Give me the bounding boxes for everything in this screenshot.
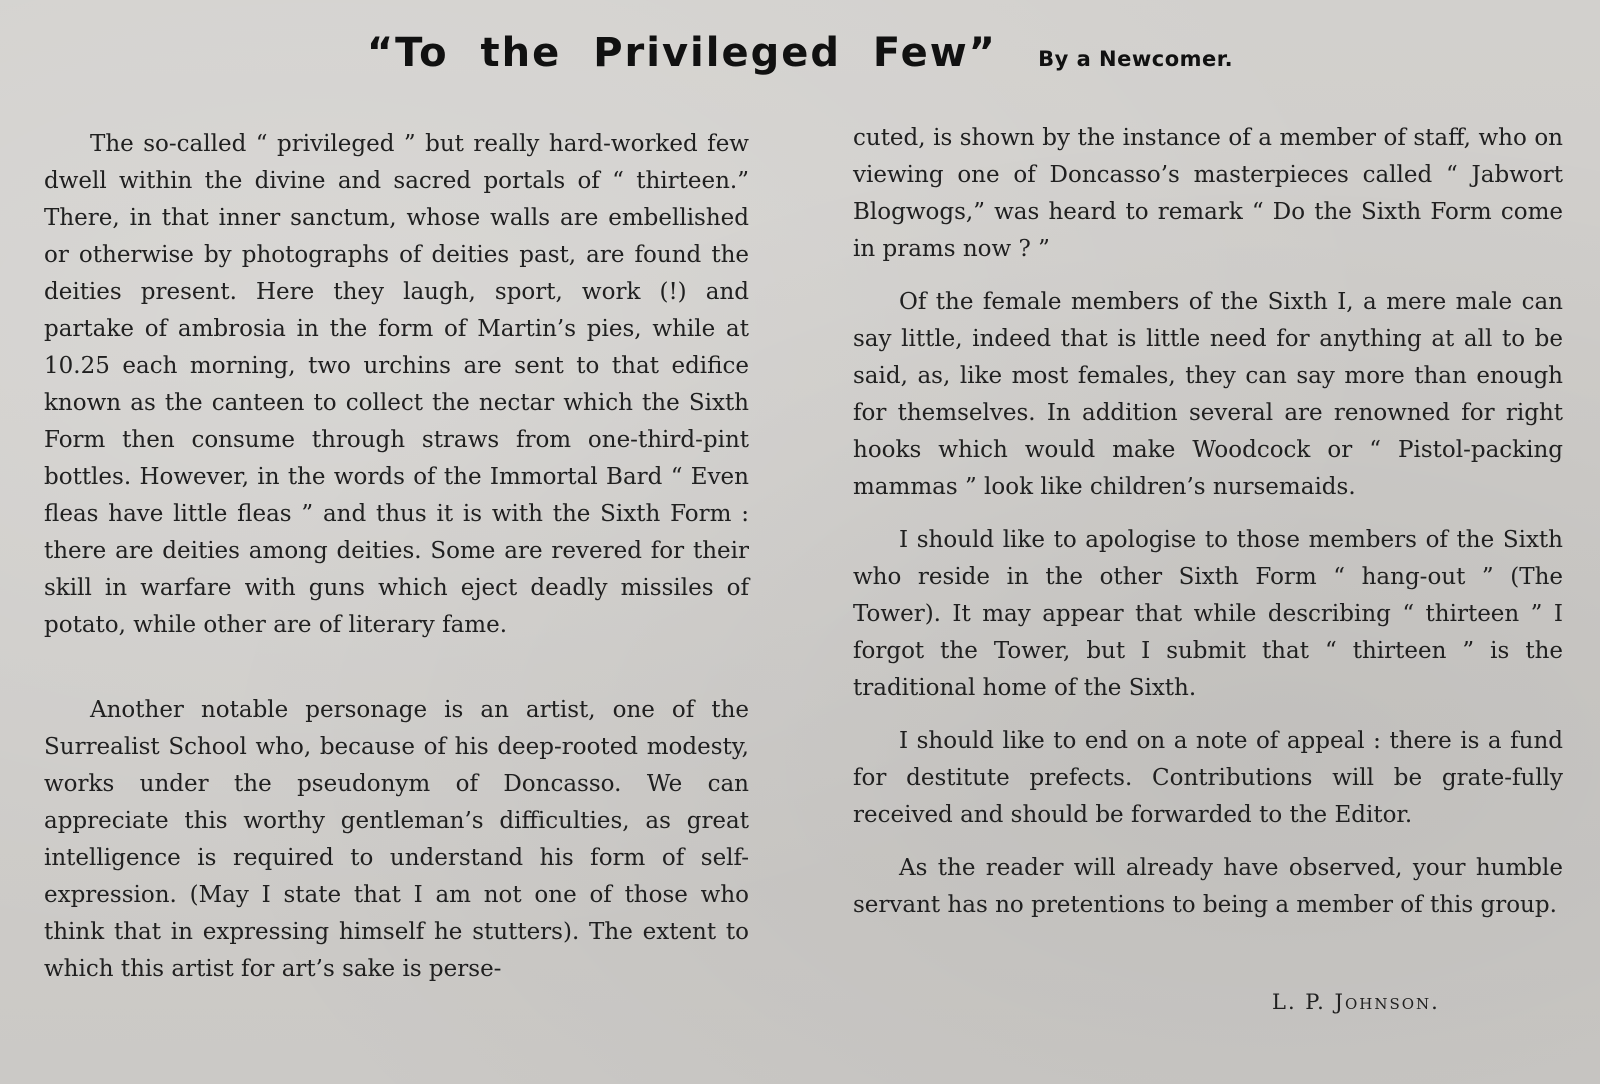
- article-byline: By a Newcomer.: [1038, 47, 1234, 71]
- paragraph-artist-continued: cuted, is shown by the instance of a member of staff, who on viewing one of Doncasso’s masterpieces called “ Jabwort Blogwogs,” was heard to remark “ Do the Sixth Form come in prams now ? ”: [853, 125, 1563, 262]
- paragraph-artist: Another notable personage is an artist, one of the Surrealist School who, because of his deep-rooted modesty, works under the pseudonym of Doncasso. We can appreciate this worthy gentleman’s difficulties, as great intelligence is required to understand his form of self-expression. (May I state that I am not one of those who think that in expressing himself he stutters). The extent to which this artist for art’s sake is perse-: [44, 697, 749, 982]
- right-column: [853, 120, 1563, 940]
- article-headline: [0, 30, 1600, 76]
- paragraph-appeal: I should like to end on a note of appeal : there is a fund for destitute prefects. Contributions will be grate-fully received and should be forwarded to the Editor.: [853, 728, 1563, 828]
- paragraph-apology: I should like to apologise to those members of the Sixth who reside in the other Sixth Form “ hang-out ” (The Tower). It may appear that while describing “ thirteen ” I forgot the Tower, but I submit that “ thirteen ” is the traditional home of the Sixth.: [853, 527, 1563, 701]
- author-signature: L. P. Johnson.: [1272, 990, 1440, 1014]
- paragraph-privileged-few: The so-called “ privileged ” but really hard-worked few dwell within the divine and sacred portals of “ thirteen.” There, in that inner sanctum, whose walls are embellished or otherwise by photographs of deities past, are found the deities present. Here they laugh, sport, work (!) and partake of ambrosia in the form of Martin’s pies, while at 10.25 each morning, two urchins are sent to that edifice known as the canteen to collect the nectar which the Sixth Form then consume through straws from one-third-pint bottles. However, in the words of the Immortal Bard “ Even fleas have little fleas ” and thus it is with the Sixth Form : there are deities among deities. Some are revered for their skill in warfare with guns which eject deadly missiles of potato, while other are of literary fame.: [44, 131, 749, 638]
- paragraph-closing: As the reader will already have observed, your humble servant has no pretentions to being a member of this group.: [853, 855, 1563, 918]
- left-column: [44, 126, 749, 1004]
- article-title: “To the Privileged Few”: [366, 30, 997, 76]
- paragraph-female-members: Of the female members of the Sixth I, a mere male can say little, indeed that is little need for anything at all to be said, as, like most females, they can say more than enough for themselves. In addition several are renowned for right hooks which would make Woodcock or “ Pistol-packing mammas ” look like children’s nursemaids.: [853, 289, 1563, 500]
